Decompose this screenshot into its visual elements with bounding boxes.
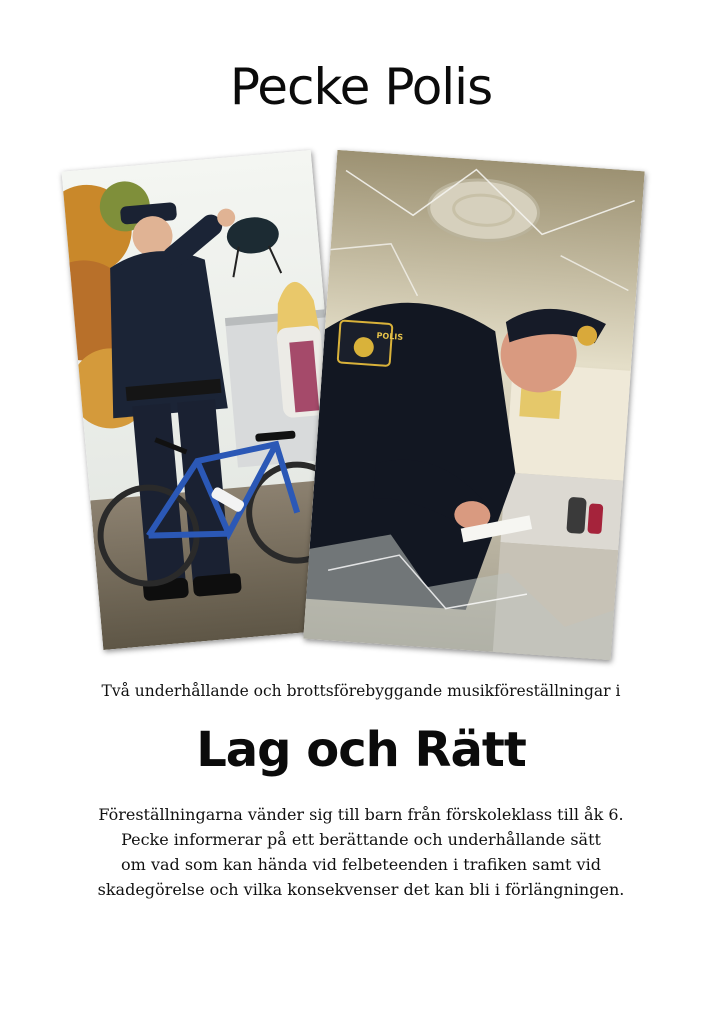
description-paragraph	[60, 802, 662, 902]
subtitle-text: Två underhållande och brottsförebyggande musikföreställningar i	[101, 682, 621, 700]
officer-glass-illustration	[303, 150, 644, 660]
polis-badge-text: POLIS	[376, 331, 404, 342]
page-title: Pecke Polis	[229, 58, 493, 116]
description-line: Pecke informerar på ett berättande och underhållande sätt	[121, 830, 601, 849]
photo-officer-broken-glass	[303, 150, 644, 660]
description-line: skadegörelse och vilka konsekvenser det kan bli i förlängningen.	[97, 880, 625, 899]
description-line: om vad som kan hända vid felbeteenden i trafiken samt vid	[121, 855, 601, 874]
description-line: Föreställningarna vänder sig till barn från förskoleklass till åk 6.	[98, 805, 624, 824]
headline-lag-och-ratt: Lag och Rätt	[196, 722, 526, 778]
